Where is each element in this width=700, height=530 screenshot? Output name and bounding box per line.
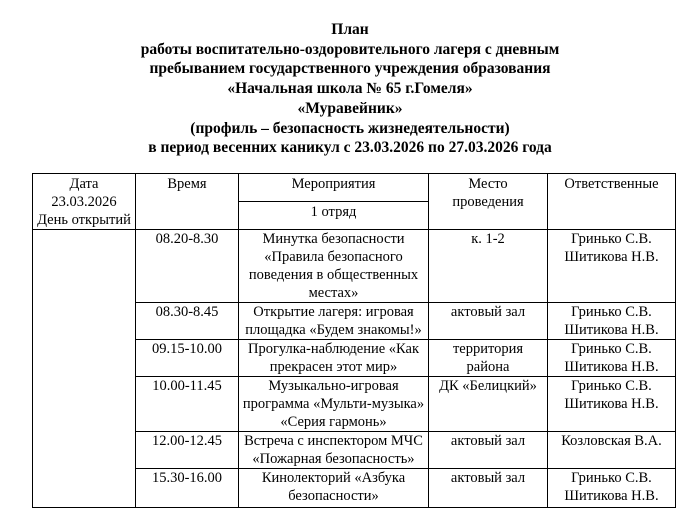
title-line: План: [331, 21, 369, 38]
responsible-cell: [548, 377, 676, 432]
schedule-rows: [33, 230, 676, 508]
title-line: «Муравейник»: [297, 99, 403, 117]
place-cell: актовый зал: [429, 432, 548, 469]
time-cell: 09.15-10.00: [136, 340, 239, 377]
time-cell: 15.30-16.00: [136, 469, 239, 508]
header-events: Мероприятия: [239, 174, 429, 202]
event-cell: Открытие лагеря: игровая площадка «Будем знакомы!»: [239, 303, 429, 340]
event-cell: Музыкально-игровая программа «Мульти-музыка» «Серия гармонь»: [239, 377, 429, 432]
time-cell: 08.20-8.30: [136, 230, 239, 303]
title-line: работы воспитательно-оздоровительного лагеря с дневным: [140, 40, 560, 58]
place-cell: к. 1-2: [429, 230, 548, 303]
place-cell: территория района: [429, 340, 548, 377]
time-cell: 08.30-8.45: [136, 303, 239, 340]
table-row: [33, 230, 676, 303]
responsible-cell: [548, 469, 676, 508]
responsible-person: Гринько С.В.: [571, 304, 652, 320]
event-cell: Минутка безопасности «Правила безопасного поведения в общественных местах»: [239, 230, 429, 303]
event-cell: Кинолекторий «Азбука безопасности»: [239, 469, 429, 508]
title-line: «Начальная школа № 65 г.Гомеля»: [227, 80, 473, 98]
date-value: 23.03.2026: [51, 194, 117, 210]
date-column-cell: [33, 230, 136, 508]
responsible-person: Шитикова Н.В.: [564, 322, 659, 338]
place-cell: ДК «Белицкий»: [429, 377, 548, 432]
responsible-cell: [548, 340, 676, 377]
event-cell: Встреча с инспектором МЧС «Пожарная безопасность»: [239, 432, 429, 469]
responsible-person: Козловская В.А.: [561, 433, 662, 449]
header-date: Дата: [69, 176, 99, 192]
date-cell: [33, 174, 136, 230]
header-time: Время: [136, 174, 239, 230]
place-cell: актовый зал: [429, 303, 548, 340]
place-cell: актовый зал: [429, 469, 548, 508]
header-place: Место проведения: [429, 174, 548, 230]
responsible-cell: [548, 432, 676, 469]
title-line: в период весенних каникул с 23.03.2026 по 27.03.2026 года: [148, 139, 552, 157]
title-line: (профиль – безопасность жизнедеятельности): [190, 119, 510, 137]
responsible-person: Гринько С.В.: [571, 341, 652, 357]
responsible-person: Гринько С.В.: [571, 470, 652, 486]
document-title: [0, 20, 700, 158]
title-line: пребыванием государственного учреждения образования: [149, 60, 551, 78]
subheader-group: 1 отряд: [239, 202, 429, 230]
schedule-table: [32, 173, 676, 508]
responsible-person: Шитикова Н.В.: [564, 359, 659, 375]
event-cell: Прогулка-наблюдение «Как прекрасен этот мир»: [239, 340, 429, 377]
time-cell: 10.00-11.45: [136, 377, 239, 432]
responsible-cell: [548, 230, 676, 303]
header-responsible: Ответственные: [548, 174, 676, 230]
responsible-cell: [548, 303, 676, 340]
responsible-person: Гринько С.В.: [571, 231, 652, 247]
responsible-person: Шитикова Н.В.: [564, 396, 659, 412]
responsible-person: Гринько С.В.: [571, 378, 652, 394]
responsible-person: Шитикова Н.В.: [564, 488, 659, 504]
time-cell: 12.00-12.45: [136, 432, 239, 469]
date-note: День открытий: [37, 212, 131, 228]
responsible-person: Шитикова Н.В.: [564, 249, 659, 265]
